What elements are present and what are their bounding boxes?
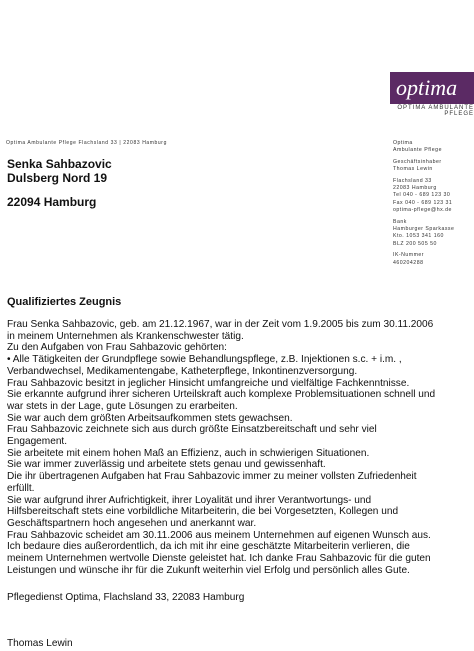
recipient-street: Dulsberg Nord 19 — [7, 171, 108, 185]
company-address-city: 22083 Hamburg — [393, 185, 437, 192]
company-name: Optima — [393, 140, 413, 146]
body-line: Verbandwechsel, Medikamentengabe, Katheterpflege, Inkontinenzversorgung. — [7, 365, 358, 377]
ceo-name: Thomas Lewin — [393, 166, 433, 173]
recipient-city: 22094 Hamburg — [7, 195, 97, 209]
ik-number: 460204288 — [393, 259, 424, 266]
body-line: Leistungen und wünsche ihr für die Zukunft weiterhin viel Erfolg und persönlich alles Gute. — [7, 564, 410, 576]
body-line: Sie war aufgrund ihrer Aufrichtigkeit, ihrer Loyalität und ihrer Verantwortungs- und — [7, 494, 372, 506]
company-email: optima-pflege@hx.de — [393, 207, 452, 214]
body-line: Sie war auch dem größten Arbeitsaufkommen stets gewachsen. — [7, 412, 293, 424]
bank-name: Hamburger Sparkasse — [393, 226, 455, 233]
body-line: Frau Sahbazovic scheidet am 30.11.2006 aus meinem Unternehmen auf eigenen Wunsch aus. — [7, 529, 431, 541]
company-fax: Fax 040 - 689 123 31 — [393, 199, 453, 206]
company-phone: Tel 040 - 689 123 30 — [393, 192, 451, 199]
logo-subtitle: OPTIMA AMBULANTE PFLEGE — [397, 105, 474, 117]
company-address-street: Flachsland 33 — [393, 177, 432, 184]
bank-label: Bank — [393, 218, 407, 225]
company-subname: Ambulante Pflege — [393, 147, 442, 154]
body-line: in meinem Unternehmen als Krankenschwester tätig. — [7, 330, 244, 342]
body-line: Engagement. — [7, 436, 68, 448]
recipient-name: Senka Sahbazovic — [7, 157, 112, 171]
document-title: Qualifiziertes Zeugnis — [7, 296, 122, 308]
signature-name: Thomas Lewin — [7, 638, 73, 649]
body-line: Hilfsbereitschaft stets eine vorbildliche Mitarbeiterin, die bei Vorgesetzten, Kollegen und — [7, 506, 399, 518]
body-line: erfüllt. — [7, 482, 35, 494]
ik-label: IK-Nummer — [393, 252, 425, 259]
body-line: Sie erkannte aufgrund ihrer sicheren Urteilskraft auch komplexe Problemsituationen schnell und — [7, 389, 436, 401]
body-line: Zu den Aufgaben von Frau Sahbazovic gehörten: — [7, 342, 227, 354]
bank-blz: BLZ 200 505 50 — [393, 240, 437, 247]
company-logo: optima — [390, 72, 474, 104]
body-line: Ich bedaure dies außerordentlich, da ich mit ihr eine geschätzte Mitarbeiterin verlieren, die — [7, 541, 410, 553]
closing-line: Pflegedienst Optima, Flachsland 33, 22083 Hamburg — [7, 592, 245, 603]
company-info-column — [393, 140, 474, 267]
body-line: • Alle Tätigkeiten der Grundpflege sowie Behandlungspflege, z.B. Injektionen s.c. + i.m. , — [7, 354, 402, 366]
body-line: Die ihr übertragenen Aufgaben hat Frau Sahbazovic immer zu meiner vollsten Zufriedenheit — [7, 471, 417, 483]
body-line: Frau Sahbazovic zeichnete sich aus durch größte Einsatzbereitschaft und sehr viel — [7, 424, 377, 436]
body-line: Geschäftspartnern hoch angesehen und anerkannt war. — [7, 517, 257, 529]
bank-account: Kto. 1053 341 160 — [393, 233, 444, 240]
body-line: Sie arbeitete mit einem hohen Maß an Effizienz, auch in schwierigen Situationen. — [7, 447, 370, 459]
sender-return-line: Optima Ambulante Pflege Flachsland 33 | 22083 Hamburg — [6, 140, 167, 146]
letter-body — [7, 319, 467, 576]
body-line: Sie war immer zuverlässig und arbeitete stets genau und gewissenhaft. — [7, 459, 326, 471]
ceo-label: Geschäftsinhaber — [393, 158, 442, 165]
recipient-address — [7, 157, 112, 185]
body-line: Frau Senka Sahbazovic, geb. am 21.12.1967, war in der Zeit vom 1.9.2005 bis zum 30.11.2006 — [7, 319, 434, 330]
body-line: Frau Sahbazovic besitzt in jeglicher Hinsicht umfangreiche und vielfältige Fachkenntnisse. — [7, 377, 410, 389]
body-line: war stets in der Lage, gute Lösungen zu erarbeiten. — [7, 400, 238, 412]
body-line: meinem Unternehmen wertvolle Dienste geleistet hat. Ich danke Frau Sahbazovic für die guten — [7, 553, 431, 565]
